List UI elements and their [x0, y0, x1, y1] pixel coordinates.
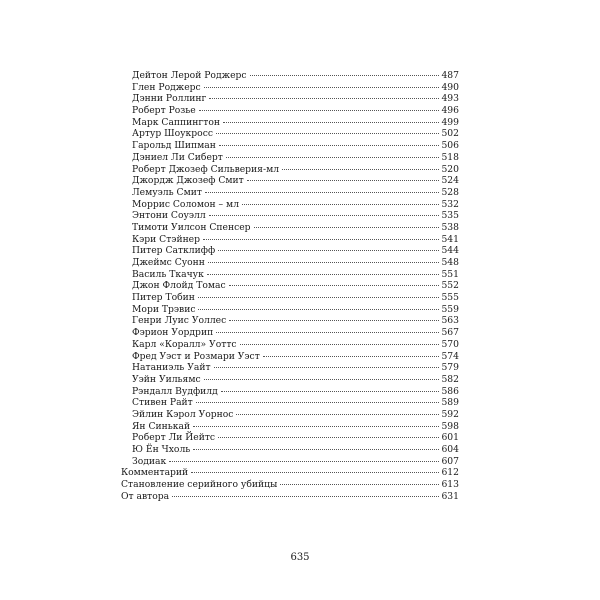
toc-entry-title: Дэниел Ли Сиберт — [132, 151, 223, 163]
toc-entry — [121, 374, 459, 386]
toc-entry — [121, 105, 459, 117]
toc-entry — [121, 234, 459, 246]
dot-leader — [193, 449, 439, 450]
dot-leader — [198, 309, 439, 310]
table-of-contents — [121, 70, 459, 502]
toc-entry — [121, 409, 459, 421]
dot-leader — [218, 250, 439, 251]
dot-leader — [242, 204, 439, 205]
toc-entry-page: 612 — [441, 467, 459, 479]
toc-entry-title: Роберт Розье — [132, 105, 196, 117]
toc-entry-page: 555 — [441, 292, 459, 304]
toc-entry-page: 487 — [441, 70, 459, 81]
dot-leader — [204, 87, 440, 88]
toc-entry-page: 524 — [441, 175, 459, 187]
toc-entry — [121, 140, 459, 152]
dot-leader — [193, 426, 439, 427]
toc-entry-title: Становление серийного убийцы — [121, 479, 278, 491]
dot-leader — [205, 192, 440, 193]
dot-leader — [226, 157, 440, 158]
toc-entry — [121, 257, 459, 269]
dot-leader — [218, 437, 439, 438]
toc-entry-page: 518 — [441, 151, 459, 163]
toc-entry-page: 582 — [441, 373, 459, 385]
dot-leader — [191, 472, 439, 473]
toc-entry-title: Василь Ткачук — [132, 268, 204, 280]
dot-leader — [208, 262, 440, 263]
toc-entry — [121, 117, 459, 129]
toc-entry — [121, 339, 459, 351]
toc-entry — [121, 421, 459, 433]
toc-entry — [121, 456, 459, 468]
toc-entry-title: Роберт Джозеф Сильверия-мл — [132, 163, 280, 175]
toc-entry-title: Лемуэль Смит — [132, 186, 202, 198]
toc-entry-title: Ян Синькай — [132, 420, 191, 432]
toc-entry-title: Комментарий — [121, 467, 189, 479]
toc-entry — [121, 82, 459, 94]
dot-leader — [198, 297, 440, 298]
dot-leader — [219, 145, 440, 146]
toc-entry — [121, 187, 459, 199]
toc-entry — [121, 269, 459, 281]
toc-entry — [121, 304, 459, 316]
toc-entry-title: Стивен Райт — [132, 397, 193, 409]
toc-entry — [121, 152, 459, 164]
toc-entry-title: Марк Саппингтон — [132, 116, 220, 128]
dot-leader — [229, 320, 439, 321]
dot-leader — [223, 122, 439, 123]
toc-entry-page: 604 — [441, 444, 459, 455]
toc-entry-page: 567 — [441, 327, 459, 339]
toc-entry-page: 528 — [441, 186, 459, 198]
toc-entry-page: 570 — [441, 338, 459, 350]
dot-leader — [216, 133, 439, 134]
toc-entry-title: Кэри Стэйнер — [132, 233, 201, 245]
dot-leader — [221, 391, 440, 392]
toc-entry — [121, 280, 459, 292]
dot-leader — [207, 274, 440, 275]
toc-entry-page: 544 — [441, 245, 459, 257]
toc-entry-title: Роберт Ли Йейтс — [132, 432, 216, 444]
toc-entry-page: 551 — [441, 268, 459, 280]
dot-leader — [236, 414, 439, 415]
toc-entry-page: 496 — [441, 105, 459, 117]
toc-entry-page: 493 — [441, 93, 459, 105]
toc-entry-title: Артур Шоукросс — [132, 128, 213, 140]
dot-leader — [229, 285, 440, 286]
toc-entry-title: Моррис Соломон – мл — [132, 198, 240, 210]
toc-entry — [121, 491, 459, 503]
toc-entry-title: Гарольд Шипман — [132, 140, 216, 152]
toc-entry-page: 548 — [441, 257, 459, 268]
toc-entry-page: 598 — [441, 420, 459, 432]
dot-leader — [203, 239, 439, 240]
toc-entry-title: Мори Трэвис — [132, 303, 196, 315]
toc-entry-page: 613 — [441, 479, 459, 491]
toc-entry — [121, 199, 459, 211]
toc-entry — [121, 444, 459, 456]
toc-entry — [121, 432, 459, 444]
toc-entry-page: 502 — [441, 128, 459, 140]
toc-entry — [121, 222, 459, 234]
toc-entry-title: Генри Луис Уоллес — [132, 315, 227, 327]
toc-entry-page: 579 — [441, 362, 459, 374]
toc-entry-page: 589 — [441, 397, 459, 409]
toc-entry — [121, 467, 459, 479]
toc-entry — [121, 351, 459, 363]
dot-leader — [282, 169, 439, 170]
dot-leader — [209, 98, 439, 99]
toc-entry-title: Уэйн Уильямс — [132, 373, 201, 385]
dot-leader — [172, 496, 439, 497]
toc-entry-page: 563 — [441, 315, 459, 327]
toc-entry-title: Энтони Соуэлл — [132, 210, 206, 222]
toc-entry-title: Дейтон Лерой Роджерс — [132, 70, 247, 81]
toc-entry-page: 506 — [441, 140, 459, 152]
dot-leader — [169, 461, 439, 462]
toc-entry — [121, 128, 459, 140]
toc-entry-title: Джеймс Суонн — [132, 257, 205, 268]
toc-entry — [121, 362, 459, 374]
toc-entry-page: 592 — [441, 408, 459, 420]
toc-entry-page: 499 — [441, 116, 459, 128]
toc-entry-page: 631 — [441, 490, 459, 502]
toc-entry-page: 535 — [441, 210, 459, 222]
dot-leader — [247, 180, 440, 181]
toc-entry-title: Тимоти Уилсон Спенсер — [132, 221, 251, 233]
toc-entry — [121, 479, 459, 491]
toc-entry-page: 490 — [441, 81, 459, 93]
toc-entry-title: Фэрион Уордрип — [132, 327, 214, 339]
dot-leader — [214, 367, 440, 368]
dot-leader — [199, 110, 440, 111]
toc-entry-title: Фред Уэст и Розмари Уэст — [132, 350, 260, 362]
toc-entry-title: Эйлин Кэрол Уорнос — [132, 408, 234, 420]
page-number: 635 — [290, 552, 310, 563]
dot-leader — [254, 227, 440, 228]
toc-entry — [121, 245, 459, 257]
dot-leader — [196, 402, 440, 403]
toc-entry-page: 586 — [441, 385, 459, 397]
toc-entry-title: Питер Сатклифф — [132, 245, 216, 257]
dot-leader — [280, 484, 439, 485]
toc-entry — [121, 386, 459, 398]
toc-entry — [121, 210, 459, 222]
toc-entry-page: 601 — [441, 432, 459, 444]
toc-entry-title: От автора — [121, 490, 170, 502]
dot-leader — [263, 356, 440, 357]
toc-entry-page: 538 — [441, 221, 459, 233]
toc-entry-title: Ю Ён Чхоль — [132, 444, 191, 455]
toc-entry — [121, 164, 459, 176]
toc-entry-page: 559 — [441, 303, 459, 315]
toc-entry — [121, 93, 459, 105]
dot-leader — [240, 344, 440, 345]
toc-entry — [121, 327, 459, 339]
toc-entry-page: 552 — [441, 280, 459, 292]
dot-leader — [250, 75, 440, 76]
toc-entry-page: 574 — [441, 350, 459, 362]
toc-entry-title: Питер Тобин — [132, 292, 195, 304]
toc-entry-title: Карл «Коралл» Уоттс — [132, 338, 237, 350]
toc-entry — [121, 397, 459, 409]
toc-entry-page: 532 — [441, 198, 459, 210]
toc-entry — [121, 70, 459, 82]
toc-entry-title: Рэндалл Вудфилд — [132, 385, 218, 397]
toc-entry — [121, 315, 459, 327]
toc-entry — [121, 175, 459, 187]
toc-entry-page: 541 — [441, 233, 459, 245]
dot-leader — [216, 332, 439, 333]
toc-entry — [121, 292, 459, 304]
toc-entry-title: Дэнни Роллинг — [132, 93, 207, 105]
toc-entry-title: Джон Флойд Томас — [132, 280, 226, 292]
dot-leader — [209, 215, 440, 216]
toc-entry-title: Натаниэль Уайт — [132, 362, 211, 374]
toc-entry-title: Глен Роджерс — [132, 81, 201, 93]
toc-entry-title: Джордж Джозеф Смит — [132, 175, 244, 187]
dot-leader — [204, 379, 440, 380]
toc-entry-title: Зодиак — [132, 455, 167, 467]
toc-entry-page: 520 — [441, 163, 459, 175]
toc-entry-page: 607 — [441, 455, 459, 467]
